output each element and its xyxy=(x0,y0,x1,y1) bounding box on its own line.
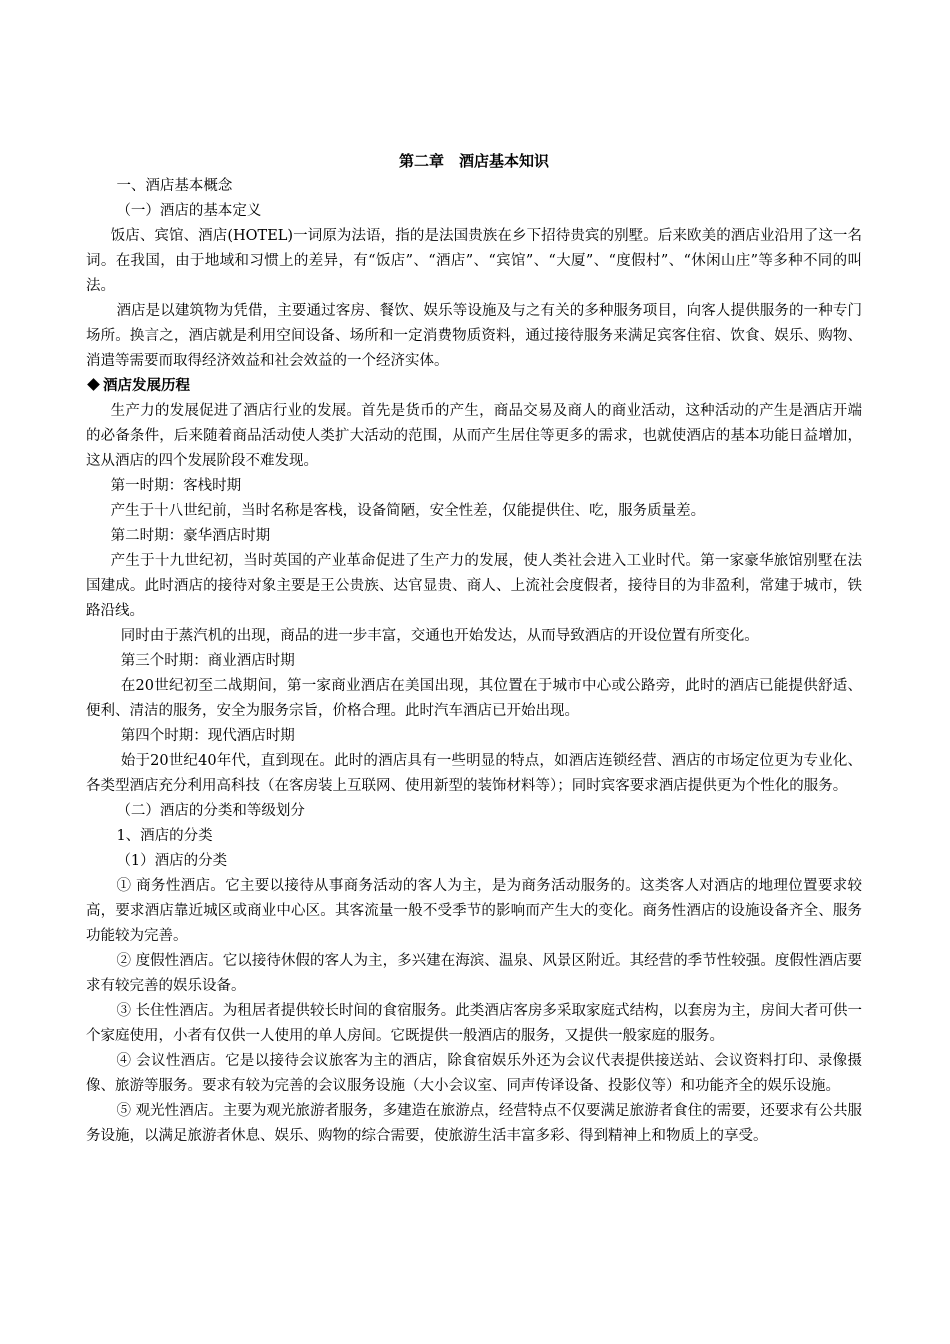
paragraph-history-intro: 生产力的发展促进了酒店行业的发展。首先是货币的产生，商品交易及商人的商业活动，这种活动的产生是酒店开端的必备条件，后来随着商品活动使人类扩大活动的范围，从而产生居住等更多的需求，也就使酒店的基本功能日益增加，这从酒店的四个发展阶段不难发现。 xyxy=(86,403,862,469)
list-item-business-hotel: ① 商务性酒店。它主要以接待从事商务活动的客人为主，是为商务活动服务的。这类客人对酒店的地理位置要求较高，要求酒店靠近城区或商业中心区。其客流量一般不受季节的影响而产生大的变化。商务性酒店的设施设备齐全、服务功能较为完善。 xyxy=(86,878,862,944)
paragraph-definition-1: 饭店、宾馆、酒店(HOTEL)一词原为法语，指的是法国贵族在乡下招待贵宾的别墅。后来欧美的酒店业沿用了这一名词。在我国，由于地域和习惯上的差异，有“饭店”、“酒店”、“宾馆”、“大厦”、“度假村”、“休闲山庄”等多种不同的叫法。 xyxy=(86,228,862,294)
period-heading-2: 第二时期：豪华酒店时期 xyxy=(110,528,271,544)
paragraph-period-4: 始于20世纪40年代，直到现在。此时的酒店具有一些明显的特点，如酒店连锁经营、酒店的市场定位更为专业化、各类型酒店充分利用高科技（在客房装上互联网、使用新型的装饰材料等）；同时宾客要求酒店提供更为个性化的服务。 xyxy=(86,753,862,794)
subsection-heading-definition: （一）酒店的基本定义 xyxy=(116,203,262,219)
list-item-residential-hotel: ③ 长住性酒店。为租居者提供较长时间的食宿服务。此类酒店客房多采取家庭式结构，以套房为主，房间大者可供一个家庭使用，小者有仅供一人使用的单人房间。它既提供一般酒店的服务，又提供一般家庭的服务。 xyxy=(86,1003,862,1044)
sub-sub-heading-classification: （1）酒店的分类 xyxy=(116,853,228,869)
history-heading xyxy=(86,374,862,399)
paragraph-period-3: 在20世纪初至二战期间，第一家商业酒店在美国出现，其位置在于城市中心或公路旁，此时的酒店已能提供舒适、便利、清洁的服务，安全为服务宗旨，价格合理。此时汽车酒店已开始出现。 xyxy=(86,678,862,719)
list-item-conference-hotel: ④ 会议性酒店。它是以接待会议旅客为主的酒店，除食宿娱乐外还为会议代表提供接送站、会议资料打印、录像摄像、旅游等服务。要求有较为完善的会议服务设施（大小会议室、同声传译设备、投影仪等）和功能齐全的娱乐设施。 xyxy=(86,1053,862,1094)
paragraph-definition-2: 酒店是以建筑物为凭借，主要通过客房、餐饮、娱乐等设施及与之有关的多种服务项目，向客人提供服务的一种专门场所。换言之，酒店就是利用空间设备、场所和一定消费物质资料，通过接待服务来满足宾客住宿、饮食、娱乐、购物、消遣等需要而取得经济效益和社会效益的一个经济实体。 xyxy=(86,303,862,369)
subsection-heading-classification: （二）酒店的分类和等级划分 xyxy=(116,803,305,819)
period-heading-3: 第三个时期：商业酒店时期 xyxy=(120,653,295,669)
section-heading-1: 一、酒店基本概念 xyxy=(116,178,233,194)
chapter-title: 第二章 酒店基本知识 xyxy=(398,152,549,170)
period-heading-4: 第四个时期：现代酒店时期 xyxy=(120,728,295,744)
document-page xyxy=(86,149,862,1149)
history-heading-text: 酒店发展历程 xyxy=(103,378,190,394)
sub-heading-classification: 1、酒店的分类 xyxy=(116,828,213,844)
list-item-resort-hotel: ② 度假性酒店。它以接待休假的客人为主，多兴建在海滨、温泉、风景区附近。其经营的季节性较强。度假性酒店要求有较完善的娱乐设备。 xyxy=(86,953,862,994)
paragraph-period-1: 产生于十八世纪前，当时名称是客栈，设备简陋，安全性差，仅能提供住、吃，服务质量差。 xyxy=(110,503,706,519)
list-item-tourist-hotel: ⑤ 观光性酒店。主要为观光旅游者服务，多建造在旅游点，经营特点不仅要满足旅游者食住的需要，还要求有公共服务设施，以满足旅游者休息、娱乐、购物的综合需要，使旅游生活丰富多彩、得到精神上和物质上的享受。 xyxy=(86,1103,862,1144)
diamond-bullet-icon xyxy=(87,378,100,391)
paragraph-period-2: 产生于十九世纪初，当时英国的产业革命促进了生产力的发展，使人类社会进入工业时代。第一家豪华旅馆别墅在法国建成。此时酒店的接待对象主要是王公贵族、达官显贵、商人、上流社会度假者，接待目的为非盈利，常建于城市，铁路沿线。 xyxy=(86,553,862,619)
period-heading-1: 第一时期：客栈时期 xyxy=(110,478,242,494)
paragraph-period-2-extra: 同时由于蒸汽机的出现，商品的进一步丰富，交通也开始发达，从而导致酒店的开设位置有所变化。 xyxy=(120,628,759,644)
